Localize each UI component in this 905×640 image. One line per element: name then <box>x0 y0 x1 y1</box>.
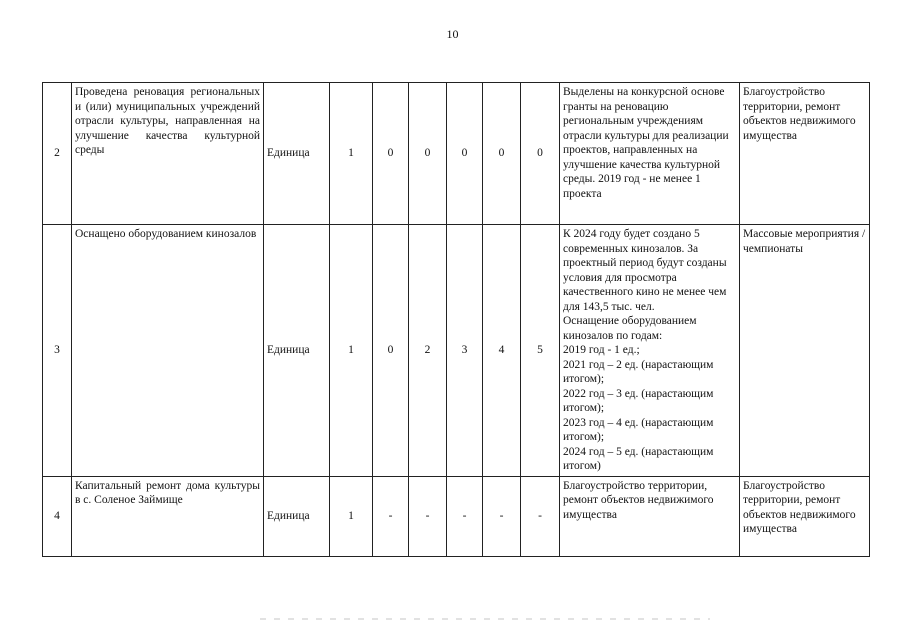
value-cell: 0 <box>373 225 409 477</box>
table-row <box>43 225 870 477</box>
description-cell: К 2024 году будет создано 5 современных кинозалов. За проектный период будут созданы условия для просмотра качественного кино не менее чем для 143,5 тыс. чел. Оснащение оборудованием кинозалов по годам: 2019 год - 1 ед.; 2021 год – 2 ед. (нарастающим итогом); 2022 год – 3 ед. (нарастающим итогом); 2023 год – 4 ед. (нарастающим итогом); 2024 год – 5 ед. (нарастающим итогом) <box>560 225 740 477</box>
value-cell: 0 <box>521 83 560 225</box>
scan-artifact <box>260 618 710 620</box>
row-number: 4 <box>43 476 72 556</box>
description-cell: Выделены на конкурсной основе гранты на реновацию региональным учреждениям отрасли культуры для реализации проектов, направленных на улучшение качества культурной среды. 2019 год - не менее 1 проекта <box>560 83 740 225</box>
table-row <box>43 83 870 225</box>
value-cell: 5 <box>521 225 560 477</box>
value-cell: - <box>447 476 483 556</box>
category-cell: Массовые мероприятия / чемпионаты <box>740 225 870 477</box>
table-row <box>43 476 870 556</box>
value-cell: 1 <box>330 225 373 477</box>
unit-cell: Единица <box>264 476 330 556</box>
value-cell: 0 <box>373 83 409 225</box>
value-cell: 0 <box>409 83 447 225</box>
category-cell: Благоустройство территории, ремонт объектов недвижимого имущества <box>740 83 870 225</box>
value-cell: - <box>483 476 521 556</box>
result-name: Капитальный ремонт дома культуры в с. Соленое Займище <box>72 476 264 556</box>
value-cell: 4 <box>483 225 521 477</box>
results-table <box>42 82 870 557</box>
value-cell: 3 <box>447 225 483 477</box>
description-cell: Благоустройство территории, ремонт объектов недвижимого имущества <box>560 476 740 556</box>
page-number: 10 <box>446 27 459 41</box>
value-cell: 1 <box>330 83 373 225</box>
row-number: 3 <box>43 225 72 477</box>
row-number: 2 <box>43 83 72 225</box>
result-name: Проведена реновация региональных и (или) муниципальных учреждений отрасли культуры, направленная на улучшение качества культурной среды <box>72 83 264 225</box>
value-cell: - <box>373 476 409 556</box>
unit-cell: Единица <box>264 83 330 225</box>
value-cell: 0 <box>483 83 521 225</box>
value-cell: - <box>521 476 560 556</box>
value-cell: 1 <box>330 476 373 556</box>
category-cell: Благоустройство территории, ремонт объектов недвижимого имущества <box>740 476 870 556</box>
value-cell: 2 <box>409 225 447 477</box>
value-cell: 0 <box>447 83 483 225</box>
value-cell: - <box>409 476 447 556</box>
unit-cell: Единица <box>264 225 330 477</box>
result-name: Оснащено оборудованием кинозалов <box>72 225 264 477</box>
